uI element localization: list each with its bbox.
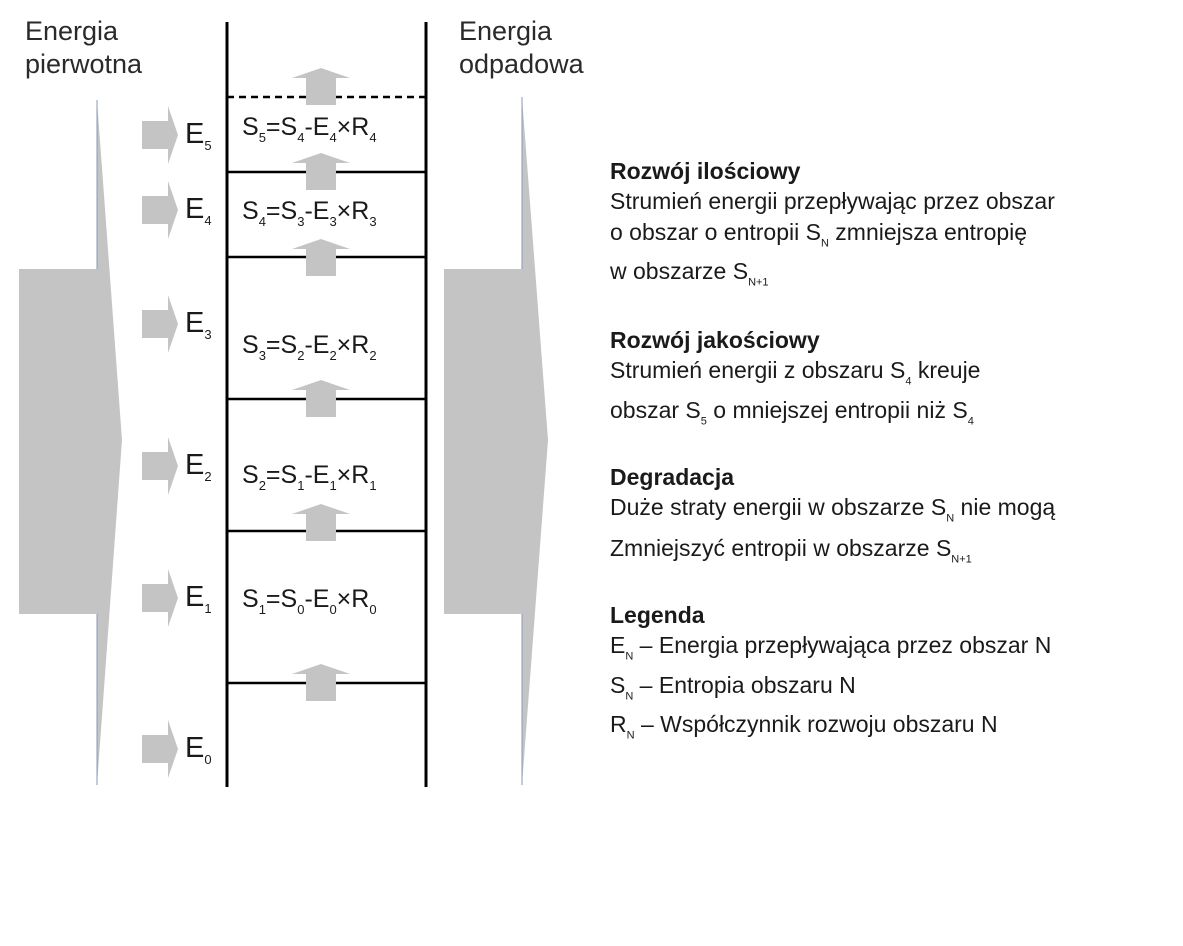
waste-energy-header-line2: odpadowa — [459, 49, 584, 79]
primary-energy-header — [25, 15, 142, 81]
energy-label-1: $E_1$ — [185, 581, 212, 617]
up-arrow-2 — [292, 504, 350, 541]
input-arrow-5 — [142, 106, 178, 164]
formula-s3: $S_3=S_2-E_2\times R_2$ — [242, 331, 377, 364]
degradation-line1: Duże straty energii w obszarze $S_N$ nie mogą — [610, 494, 1056, 525]
legend-title: Legenda — [610, 602, 705, 628]
legend-energy: $E_N$ – Energia przepływająca przez obszar N — [610, 632, 1052, 663]
formula-s2: $S_2=S_1-E_1\times R_1$ — [242, 461, 377, 494]
qualitative-line2: obszar $S_5$ o mniejszej entropii niż $S_4$ — [610, 397, 974, 428]
quantitative-title: Rozwój ilościowy — [610, 158, 801, 184]
degradation-line2: Zmniejszyć entropii w obszarze $S_{N+1}$ — [610, 535, 972, 566]
energy-label-3: $E_3$ — [185, 307, 212, 343]
waste-energy-header — [459, 15, 584, 81]
input-arrow-1 — [142, 569, 178, 627]
quantitative-line3: w obszarze $S_{N+1}$ — [610, 258, 769, 289]
degradation-title: Degradacja — [610, 464, 735, 490]
formula-s5: $S_5=S_4-E_4\times R_4$ — [242, 113, 377, 146]
input-arrow-2 — [142, 437, 178, 495]
input-arrow-3 — [142, 295, 178, 353]
quantitative-line2: o obszar o entropii $S_N$ zmniejsza entropię — [610, 219, 1028, 250]
legend-development: $R_N$ – Współczynnik rozwoju obszaru N — [610, 711, 998, 742]
formula-s4: $S_4=S_3-E_3\times R_3$ — [242, 197, 377, 230]
input-arrow-4 — [142, 181, 178, 239]
primary-energy-header-line1: Energia — [25, 16, 119, 46]
energy-label-4: $E_4$ — [185, 193, 212, 229]
waste-energy-header-line1: Energia — [459, 16, 553, 46]
up-arrow-top — [292, 68, 350, 105]
legend-entropy: $S_N$ – Entropia obszaru N — [610, 672, 856, 703]
energy-label-2: $E_2$ — [185, 449, 212, 485]
qualitative-line1: Strumień energii z obszaru $S_4$ kreuje — [610, 357, 981, 388]
qualitative-title: Rozwój jakościowy — [610, 327, 820, 353]
input-arrow-0 — [142, 720, 178, 778]
waste-energy-arrow — [444, 97, 548, 785]
energy-label-0: $E_0$ — [185, 732, 212, 768]
primary-energy-arrow — [19, 100, 122, 785]
energy-label-5: $E_5$ — [185, 118, 212, 154]
formula-s1: $S_1=S_0-E_0\times R_0$ — [242, 585, 377, 618]
quantitative-line1: Strumień energii przepływając przez obszar — [610, 188, 1055, 214]
primary-energy-header-line2: pierwotna — [25, 49, 143, 79]
